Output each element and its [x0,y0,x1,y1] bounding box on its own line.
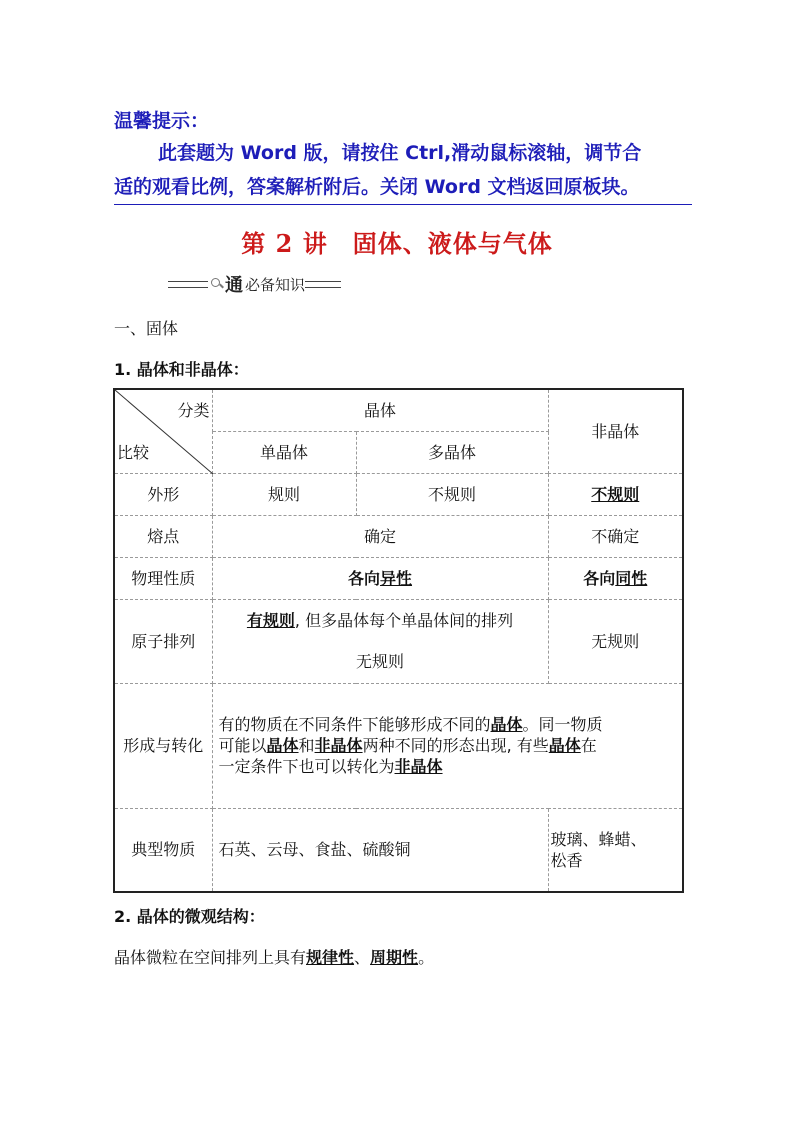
underlined-answer: 晶体 [490,715,523,734]
cell-formation [212,683,683,808]
notice-title: 温馨提示： [114,110,210,132]
table-row [114,808,683,892]
underlined-answer: 异性 [380,568,413,588]
notice-box [114,106,694,205]
underlined-answer: 非晶体 [314,736,363,755]
micro-text: 晶体微粒在空间排列上具有 [114,948,307,967]
underlined-answer: 有规则 [246,611,295,630]
formation-text: 有的物质在不同条件下能够形成不同的 [218,715,491,734]
magnifier-icon [210,277,224,291]
formation-text: 。同一物质 [522,715,603,734]
table-row [114,515,683,557]
table-row [114,557,683,599]
formation-text: 可能以 [218,736,267,755]
formation-text: 两种不同的形态出现, 有些 [362,736,549,755]
banner-text: 必备知识 [245,275,306,294]
underlined-answer: 不规则 [591,484,640,504]
header-single-crystal: 单晶体 [212,431,356,473]
corner-cell [114,389,212,473]
underlined-answer: 非晶体 [394,757,443,776]
micro-end: 。 [418,948,435,967]
row-label-melting: 熔点 [114,515,212,557]
underlined-answer: 周期性 [370,948,419,967]
table-row [114,599,683,683]
row-label-shape: 外形 [114,473,212,515]
underlined-answer: 同性 [615,568,648,588]
header-crystal: 晶体 [212,389,548,431]
header-polycrystal: 多晶体 [356,431,548,473]
section-heading-solid: 一、固体 [114,319,179,338]
cell-atomic-crystal [212,599,548,683]
cell-shape-non [548,473,683,515]
typical-non-line-2: 松香 [550,850,583,870]
banner-rule-right [305,281,341,288]
cell-typical-crystal: 石英、云母、食盐、硫酸铜 [212,808,548,892]
underlined-answer: 晶体 [266,736,299,755]
cell-shape-single: 规则 [212,473,356,515]
corner-bottom-label: 比较 [117,442,150,462]
corner-top-label: 分类 [177,401,210,420]
row-label-formation: 形成与转化 [114,683,212,808]
row-label-physical: 物理性质 [114,557,212,599]
banner-rule-left [168,281,208,288]
cell-physical-crystal [212,557,548,599]
physical-crystal-prefix: 各向 [347,568,380,588]
header-noncrystal: 非晶体 [548,389,683,473]
atomic-text-1: , 但多晶体每个单晶体间的排列 [294,611,514,630]
underlined-answer: 规律性 [306,948,355,967]
micro-sep: 、 [354,948,371,967]
row-label-atomic: 原子排列 [114,599,212,683]
cell-melting-crystal: 确定 [212,515,548,557]
banner-char: 通 [225,275,243,296]
cell-shape-poly: 不规则 [356,473,548,515]
cell-atomic-non: 无规则 [548,599,683,683]
notice-line-2: 适的观看比例，答案解析附后。关闭 Word 文档返回原板块。 [114,170,692,205]
typical-non-line-1: 玻璃、蜂蜡、 [550,829,647,849]
item-2-heading: 2. 晶体的微观结构： [114,907,265,926]
underlined-answer: 晶体 [548,736,581,755]
micro-structure-text [114,945,434,968]
formation-text: 一定条件下也可以转化为 [218,757,395,776]
section-banner [168,272,341,296]
table-row [114,683,683,808]
comparison-table [113,388,684,893]
cell-typical-non [548,808,683,892]
atomic-text-2: 无规则 [356,652,405,671]
physical-non-prefix: 各向 [583,568,616,588]
cell-melting-non: 不确定 [548,515,683,557]
formation-text: 和 [298,736,315,755]
formation-text: 在 [580,736,597,755]
lecture-title: 第 2 讲 固体、液体与气体 [241,229,553,258]
row-label-typical: 典型物质 [114,808,212,892]
table-row [114,473,683,515]
notice-line-1: 此套题为 Word 版，请按住 Ctrl,滑动鼠标滚轴，调节合 [158,142,642,164]
cell-physical-non [548,557,683,599]
item-1-heading: 1. 晶体和非晶体： [114,360,249,379]
